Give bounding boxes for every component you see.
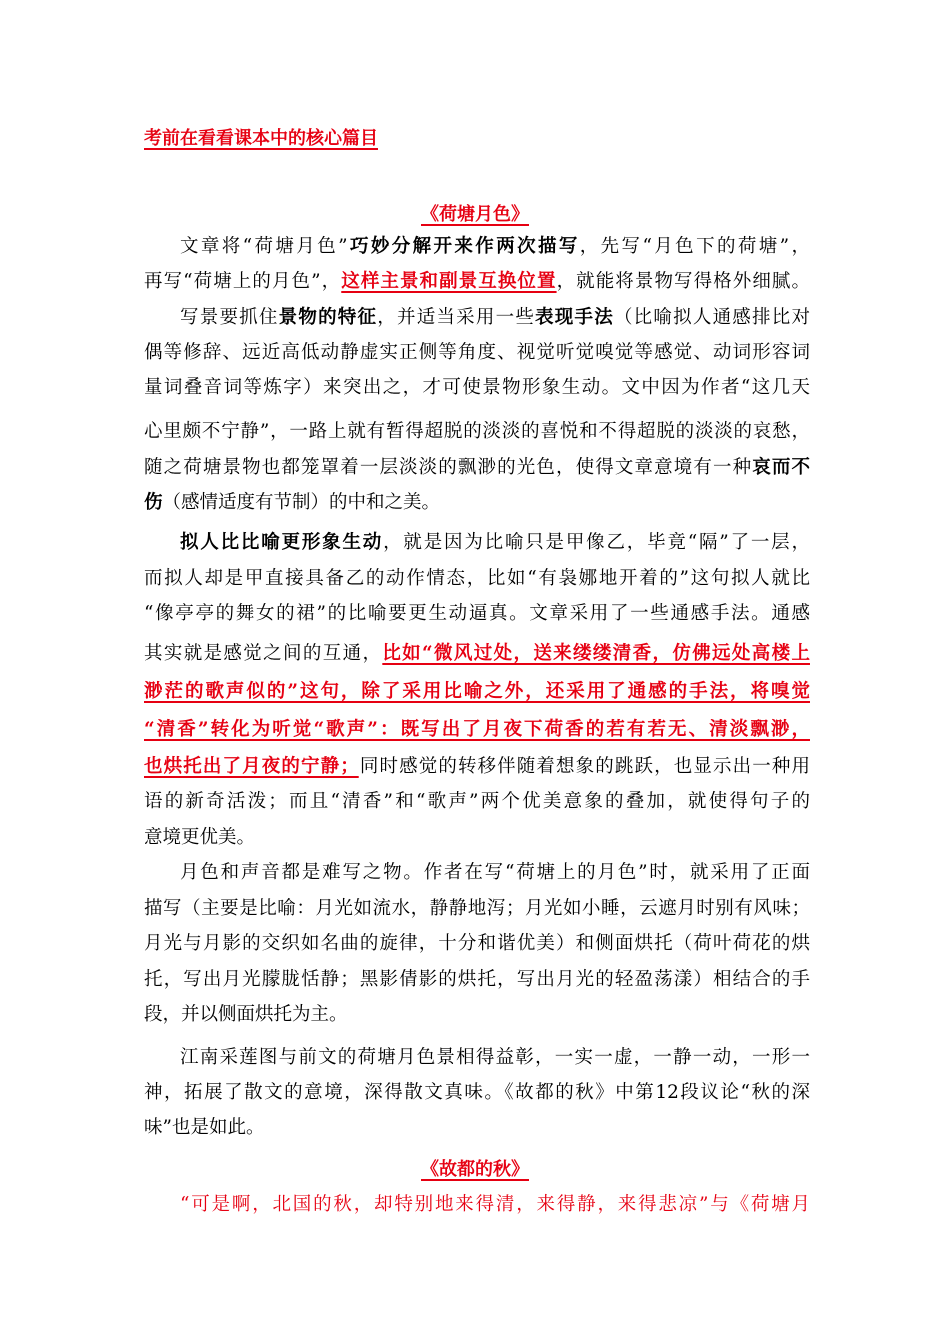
page-heading: 考前在看看课本中的核心篇目	[144, 128, 378, 149]
text-line: 意境更优美。	[144, 827, 256, 848]
text-line: 随之荷塘景物也都笼罩着一层淡淡的飘渺的光色，使得文章意境有一种哀而不	[144, 457, 810, 478]
text-line: 伤（感情适度有节制）的中和之美。	[144, 492, 441, 513]
text-line: “可是啊，北国的秋，却特别地来得清，来得静，来得悲凉”与《荷塘月	[180, 1194, 810, 1215]
text-line: “清香”转化为听觉“歌声”：既写出了月夜下荷香的若有若无、清淡飘渺，	[144, 719, 810, 740]
text-line: 心里颇不宁静”，一路上就有暂得超脱的淡淡的喜悦和不得超脱的淡淡的哀愁，	[144, 421, 810, 442]
text-line: 偶等修辞、远近高低动静虚实正侧等角度、视觉听觉嗅觉等感觉、动词形容词	[144, 342, 810, 363]
text-line: 托，写出月光朦胧恬静；黑影倩影的烘托，写出月光的轻盈荡漾）相结合的手	[144, 969, 810, 990]
text-line: “像亭亭的舞女的裙”的比喻要更生动逼真。文章采用了一些通感手法。通感	[144, 603, 810, 624]
text-line: 其实就是感觉之间的互通，比如“微风过处，送来缕缕清香，仿佛远处高楼上	[144, 643, 810, 664]
text-line: 而拟人却是甲直接具备乙的动作情态，比如“有袅娜地开着的”这句拟人就比	[144, 568, 810, 589]
text-line: 量词叠音词等炼字）来突出之，才可使景物形象生动。文中因为作者“这几天	[144, 377, 810, 398]
text-line: 神，拓展了散文的意境，深得散文真味。《故都的秋》中第12段议论“秋的深	[144, 1082, 810, 1103]
text-line: 段，并以侧面烘托为主。	[144, 1004, 348, 1025]
text-line: 江南采莲图与前文的荷塘月色景相得益彰，一实一虚，一静一动，一形一	[180, 1047, 810, 1068]
text-line: 再写“荷塘上的月色”，这样主景和副景互换位置，就能将景物写得格外细腻。	[144, 271, 810, 292]
text-line: 文章将“荷塘月色”巧妙分解开来作两次描写，先写“月色下的荷塘”，	[180, 236, 810, 257]
text-line: 也烘托出了月夜的宁静；同时感觉的转移伴随着想象的跳跃，也显示出一种用	[144, 756, 810, 777]
text-line: 渺茫的歌声似的”这句，除了采用比喻之外，还采用了通感的手法，将嗅觉	[144, 681, 810, 702]
text-line: 语的新奇活泼；而且“清香”和“歌声”两个优美意象的叠加，就使得句子的	[144, 791, 810, 812]
section-title-gudu: 《故都的秋》	[421, 1159, 529, 1180]
text-line: 描写（主要是比喻：月光如流水，静静地泻；月光如小睡，云遮月时别有风味；	[144, 898, 810, 919]
text-line: 月光与月影的交织如名曲的旋律，十分和谐优美）和侧面烘托（荷叶荷花的烘	[144, 933, 810, 954]
text-line: 味”也是如此。	[144, 1117, 265, 1138]
section-title-hetang: 《荷塘月色》	[421, 204, 529, 225]
text-line: 月色和声音都是难写之物。作者在写“荷塘上的月色”时，就采用了正面	[180, 862, 810, 883]
text-line: 写景要抓住景物的特征，并适当采用一些表现手法（比喻拟人通感排比对	[180, 307, 810, 328]
text-line: 拟人比比喻更形象生动，就是因为比喻只是甲像乙，毕竟“隔”了一层，	[180, 532, 810, 553]
